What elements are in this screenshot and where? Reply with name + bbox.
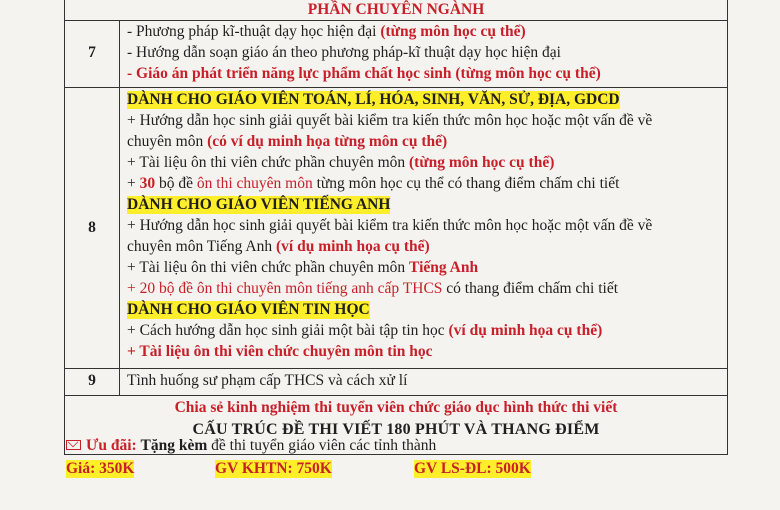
row8-c1: + Cách hướng dẫn học sinh giải một bài tập tin học (ví dụ minh họa cụ thể) bbox=[127, 322, 603, 339]
row-number-8: 8 bbox=[88, 219, 96, 236]
row8-b3: + Tài liệu ôn thi viên chức phần chuyên môn Tiếng Anh bbox=[127, 259, 479, 276]
row-divider bbox=[65, 20, 727, 21]
row8-b4: + 20 bộ đề ôn thi chuyên môn tiếng anh cấp THCS có thang điểm chấm chi tiết bbox=[127, 280, 619, 297]
price-khtn: GV KHTN: 750K bbox=[215, 460, 332, 477]
row-divider bbox=[65, 368, 727, 369]
row8-a3: + Tài liệu ôn thi viên chức phần chuyên môn (từng môn học cụ thể) bbox=[127, 154, 555, 171]
row8-a2: chuyên môn (có ví dụ minh họa từng môn cụ thể) bbox=[127, 133, 448, 150]
offer-label: Ưu đãi: bbox=[86, 437, 137, 454]
row8-a1: + Hướng dẫn học sinh giải quyết bài kiểm tra kiến thức môn học hoặc một vấn đề về bbox=[127, 112, 653, 129]
offer-rest: đề thi tuyển giáo viên các tỉnh thành bbox=[211, 437, 437, 454]
exam-structure-line: CẤU TRÚC ĐỀ THI VIẾT 180 PHÚT VÀ THANG ĐIỂM bbox=[192, 421, 600, 438]
offer-line bbox=[66, 437, 436, 455]
row-number-9: 9 bbox=[88, 372, 96, 389]
column-divider bbox=[119, 20, 120, 396]
row8-b1: + Hướng dẫn học sinh giải quyết bài kiểm tra kiến thức môn học hoặc một vấn đề về bbox=[127, 217, 653, 234]
row8-a4: + 30 bộ đề ôn thi chuyên môn từng môn học cụ thể có thang điểm chấm chi tiết bbox=[127, 175, 620, 192]
row-divider bbox=[65, 395, 727, 396]
heading-general-teachers: DÀNH CHO GIÁO VIÊN TOÁN, LÍ, HÓA, SINH, VĂN, SỬ, ĐỊA, GDCD bbox=[127, 91, 620, 108]
content-table bbox=[64, 0, 728, 455]
row7-line1: - Phương pháp kĩ-thuật dạy học hiện đại (từng môn học cụ thể) bbox=[127, 23, 526, 40]
row8-c2: + Tài liệu ôn thi viên chức chuyên môn tin học bbox=[127, 343, 433, 360]
section-title: PHẦN CHUYÊN NGÀNH bbox=[307, 1, 485, 18]
row7-line3: - Giáo án phát triển năng lực phẩm chất học sinh (từng môn học cụ thể) bbox=[127, 65, 601, 82]
price-lsdl: GV LS-ĐL: 500K bbox=[414, 460, 531, 477]
row-number-7: 7 bbox=[88, 44, 96, 61]
row9-text: Tình huống sư phạm cấp THCS và cách xử lí bbox=[127, 372, 408, 389]
price-base: Giá: 350K bbox=[66, 460, 135, 477]
row-divider bbox=[65, 87, 727, 88]
mail-icon bbox=[66, 440, 81, 450]
share-experience-line: Chia sẻ kinh nghiệm thi tuyển viên chức giáo dục hình thức thi viết bbox=[174, 399, 618, 416]
heading-english-teachers: DÀNH CHO GIÁO VIÊN TIẾNG ANH bbox=[127, 196, 391, 213]
heading-it-teachers: DÀNH CHO GIÁO VIÊN TIN HỌC bbox=[127, 301, 370, 318]
offer-gift: Tặng kèm bbox=[140, 437, 208, 454]
row8-b2: chuyên môn Tiếng Anh (ví dụ minh họa cụ thể) bbox=[127, 238, 430, 255]
row7-line2: - Hướng dẫn soạn giáo án theo phương pháp-kĩ thuật dạy học hiện đại bbox=[127, 44, 561, 61]
